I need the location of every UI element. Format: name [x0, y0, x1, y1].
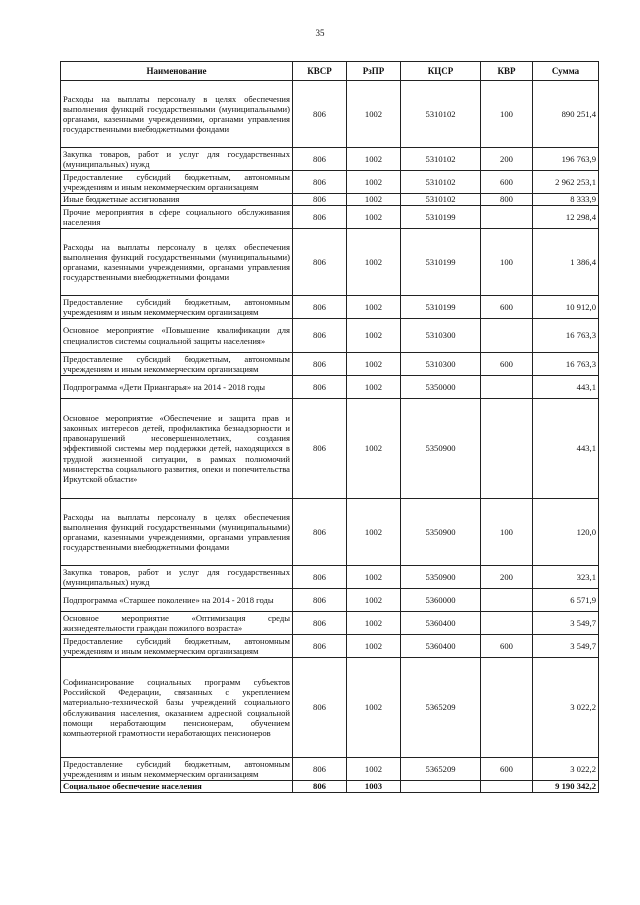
- row-sum: 3 022,2: [533, 758, 599, 781]
- row-kvsr: 806: [293, 206, 347, 229]
- row-kcsr: 5310199: [401, 206, 481, 229]
- row-kcsr: 5310199: [401, 229, 481, 296]
- row-sum: 443,1: [533, 376, 599, 399]
- header-name: Наименование: [61, 62, 293, 81]
- row-sum: 2 962 253,1: [533, 171, 599, 194]
- row-rzpr: 1002: [347, 171, 401, 194]
- table-row: [61, 319, 599, 353]
- row-kcsr: 5310102: [401, 148, 481, 171]
- row-kvr: 200: [481, 566, 533, 589]
- row-kcsr: 5350900: [401, 566, 481, 589]
- row-kcsr: 5310102: [401, 194, 481, 206]
- row-kcsr: [401, 781, 481, 793]
- row-kcsr: 5310199: [401, 296, 481, 319]
- table-row: [61, 499, 599, 566]
- row-name: Расходы на выплаты персоналу в целях обеспечения выполнения функций государственными (муниципальными) органами, казенными учреждениями, органами управления государственными внебюджетными фондами: [61, 81, 293, 148]
- row-name: Основное мероприятие «Обеспечение и защита прав и законных интересов детей, профилактика безнадзорности и правонарушений несовершеннолетних, создания эффективной системы мер поддержки детей, находящихся в трудной жизненной ситуации, в рамках полномочий министерства социального развития, опеки и попечительства Иркутской области»: [61, 399, 293, 499]
- row-name: Расходы на выплаты персоналу в целях обеспечения выполнения функций государственными (муниципальными) органами, казенными учреждениями, органами управления государственными внебюджетными фондами: [61, 229, 293, 296]
- row-rzpr: 1002: [347, 148, 401, 171]
- row-kcsr: 5360000: [401, 589, 481, 612]
- row-kvr: 800: [481, 194, 533, 206]
- table-row: [61, 589, 599, 612]
- table-row: [61, 171, 599, 194]
- row-sum: 443,1: [533, 399, 599, 499]
- row-kvsr: 806: [293, 376, 347, 399]
- row-kvr: 600: [481, 353, 533, 376]
- table-row: [61, 81, 599, 148]
- table-header-row: [61, 62, 599, 81]
- row-sum: 9 190 342,2: [533, 781, 599, 793]
- row-kcsr: 5350900: [401, 399, 481, 499]
- row-kvr: 600: [481, 635, 533, 658]
- row-kvr: 100: [481, 81, 533, 148]
- row-sum: 890 251,4: [533, 81, 599, 148]
- row-sum: 3 549,7: [533, 635, 599, 658]
- row-rzpr: 1002: [347, 353, 401, 376]
- header-rzpr: РзПР: [347, 62, 401, 81]
- row-kcsr: 5310102: [401, 171, 481, 194]
- row-name: Предоставление субсидий бюджетным, автономным учреждениям и иным некоммерческим организациям: [61, 171, 293, 194]
- row-name: Закупка товаров, работ и услуг для государственных (муниципальных) нужд: [61, 148, 293, 171]
- row-rzpr: 1003: [347, 781, 401, 793]
- table-row: [61, 353, 599, 376]
- row-rzpr: 1002: [347, 319, 401, 353]
- page-number: 35: [315, 28, 325, 38]
- row-kvr: 600: [481, 171, 533, 194]
- row-kvsr: 806: [293, 399, 347, 499]
- row-rzpr: 1002: [347, 589, 401, 612]
- row-name: Предоставление субсидий бюджетным, автономным учреждениям и иным некоммерческим организациям: [61, 296, 293, 319]
- row-rzpr: 1002: [347, 81, 401, 148]
- row-kvr: [481, 399, 533, 499]
- row-kvsr: 806: [293, 148, 347, 171]
- row-kvsr: 806: [293, 658, 347, 758]
- row-name: Основное мероприятие «Оптимизация среды жизнедеятельности граждан пожилого возраста»: [61, 612, 293, 635]
- row-kcsr: 5350900: [401, 499, 481, 566]
- row-name: Социальное обеспечение населения: [61, 781, 293, 793]
- row-kvsr: 806: [293, 499, 347, 566]
- row-kvr: 600: [481, 758, 533, 781]
- row-kvsr: 806: [293, 229, 347, 296]
- row-kvr: [481, 319, 533, 353]
- row-kvr: [481, 658, 533, 758]
- row-sum: 16 763,3: [533, 319, 599, 353]
- table-row: [61, 635, 599, 658]
- header-kvsr: КВСР: [293, 62, 347, 81]
- row-sum: 1 386,4: [533, 229, 599, 296]
- row-kvr: 100: [481, 229, 533, 296]
- row-kvsr: 806: [293, 612, 347, 635]
- row-kcsr: 5360400: [401, 612, 481, 635]
- row-rzpr: 1002: [347, 566, 401, 589]
- header-sum: Сумма: [533, 62, 599, 81]
- row-kcsr: 5365209: [401, 658, 481, 758]
- row-sum: 6 571,9: [533, 589, 599, 612]
- row-sum: 120,0: [533, 499, 599, 566]
- table-row: [61, 612, 599, 635]
- row-name: Основное мероприятие «Повышение квалификации для специалистов системы социальной защиты населения»: [61, 319, 293, 353]
- row-rzpr: 1002: [347, 296, 401, 319]
- table-row: [61, 566, 599, 589]
- table-row: [61, 758, 599, 781]
- row-kvr: [481, 376, 533, 399]
- row-rzpr: 1002: [347, 499, 401, 566]
- row-kvsr: 806: [293, 353, 347, 376]
- row-rzpr: 1002: [347, 758, 401, 781]
- row-name: Расходы на выплаты персоналу в целях обеспечения выполнения функций государственными (муниципальными) органами, казенными учреждениями, органами управления государственными внебюджетными фондами: [61, 499, 293, 566]
- row-name: Иные бюджетные ассигнования: [61, 194, 293, 206]
- row-kvr: 600: [481, 296, 533, 319]
- table-row: [61, 399, 599, 499]
- row-kvr: 200: [481, 148, 533, 171]
- row-name: Софинансирование социальных программ субъектов Российской Федерации, связанных с укреплением материально-технической базы учреждений социального обслуживания населения, оказанием адресной социальной помощи неработающим пенсионерам, обучением компьютерной грамотности неработающих пенсионеров: [61, 658, 293, 758]
- row-kcsr: 5360400: [401, 635, 481, 658]
- row-kvr: 100: [481, 499, 533, 566]
- total-row: [61, 781, 599, 793]
- row-rzpr: 1002: [347, 194, 401, 206]
- row-kvsr: 806: [293, 589, 347, 612]
- header-kcsr: КЦСР: [401, 62, 481, 81]
- table-body: [61, 81, 599, 793]
- row-sum: 3 022,2: [533, 658, 599, 758]
- row-name: Закупка товаров, работ и услуг для государственных (муниципальных) нужд: [61, 566, 293, 589]
- row-kvr: [481, 781, 533, 793]
- row-rzpr: 1002: [347, 612, 401, 635]
- row-sum: 12 298,4: [533, 206, 599, 229]
- row-rzpr: 1002: [347, 376, 401, 399]
- row-name: Предоставление субсидий бюджетным, автономным учреждениям и иным некоммерческим организациям: [61, 353, 293, 376]
- row-name: Предоставление субсидий бюджетным, автономным учреждениям и иным некоммерческим организациям: [61, 635, 293, 658]
- row-sum: 3 549,7: [533, 612, 599, 635]
- row-sum: 10 912,0: [533, 296, 599, 319]
- row-name: Прочие мероприятия в сфере социального обслуживания населения: [61, 206, 293, 229]
- row-rzpr: 1002: [347, 206, 401, 229]
- row-kcsr: 5310300: [401, 353, 481, 376]
- table-row: [61, 296, 599, 319]
- row-kvsr: 806: [293, 319, 347, 353]
- row-kcsr: 5310102: [401, 81, 481, 148]
- row-name: Подпрограмма «Дети Приангарья» на 2014 - 2018 годы: [61, 376, 293, 399]
- budget-table: [60, 61, 599, 793]
- row-rzpr: 1002: [347, 229, 401, 296]
- row-sum: 16 763,3: [533, 353, 599, 376]
- table-row: [61, 148, 599, 171]
- row-name: Подпрограмма «Старшее поколение» на 2014 - 2018 годы: [61, 589, 293, 612]
- row-kvsr: 806: [293, 296, 347, 319]
- row-kvsr: 806: [293, 781, 347, 793]
- row-sum: 323,1: [533, 566, 599, 589]
- table-row: [61, 229, 599, 296]
- row-kvr: [481, 206, 533, 229]
- row-rzpr: 1002: [347, 635, 401, 658]
- header-kvr: КВР: [481, 62, 533, 81]
- row-rzpr: 1002: [347, 399, 401, 499]
- row-kvsr: 806: [293, 758, 347, 781]
- row-name: Предоставление субсидий бюджетным, автономным учреждениям и иным некоммерческим организациям: [61, 758, 293, 781]
- row-kcsr: 5350000: [401, 376, 481, 399]
- row-kvsr: 806: [293, 635, 347, 658]
- row-sum: 8 333,9: [533, 194, 599, 206]
- row-kvsr: 806: [293, 566, 347, 589]
- table-row: [61, 376, 599, 399]
- table-row: [61, 194, 599, 206]
- table-row: [61, 206, 599, 229]
- row-kvsr: 806: [293, 171, 347, 194]
- table-row: [61, 658, 599, 758]
- row-rzpr: 1002: [347, 658, 401, 758]
- row-kvr: [481, 612, 533, 635]
- row-kcsr: 5310300: [401, 319, 481, 353]
- row-kvsr: 806: [293, 194, 347, 206]
- row-sum: 196 763,9: [533, 148, 599, 171]
- row-kvsr: 806: [293, 81, 347, 148]
- row-kcsr: 5365209: [401, 758, 481, 781]
- row-kvr: [481, 589, 533, 612]
